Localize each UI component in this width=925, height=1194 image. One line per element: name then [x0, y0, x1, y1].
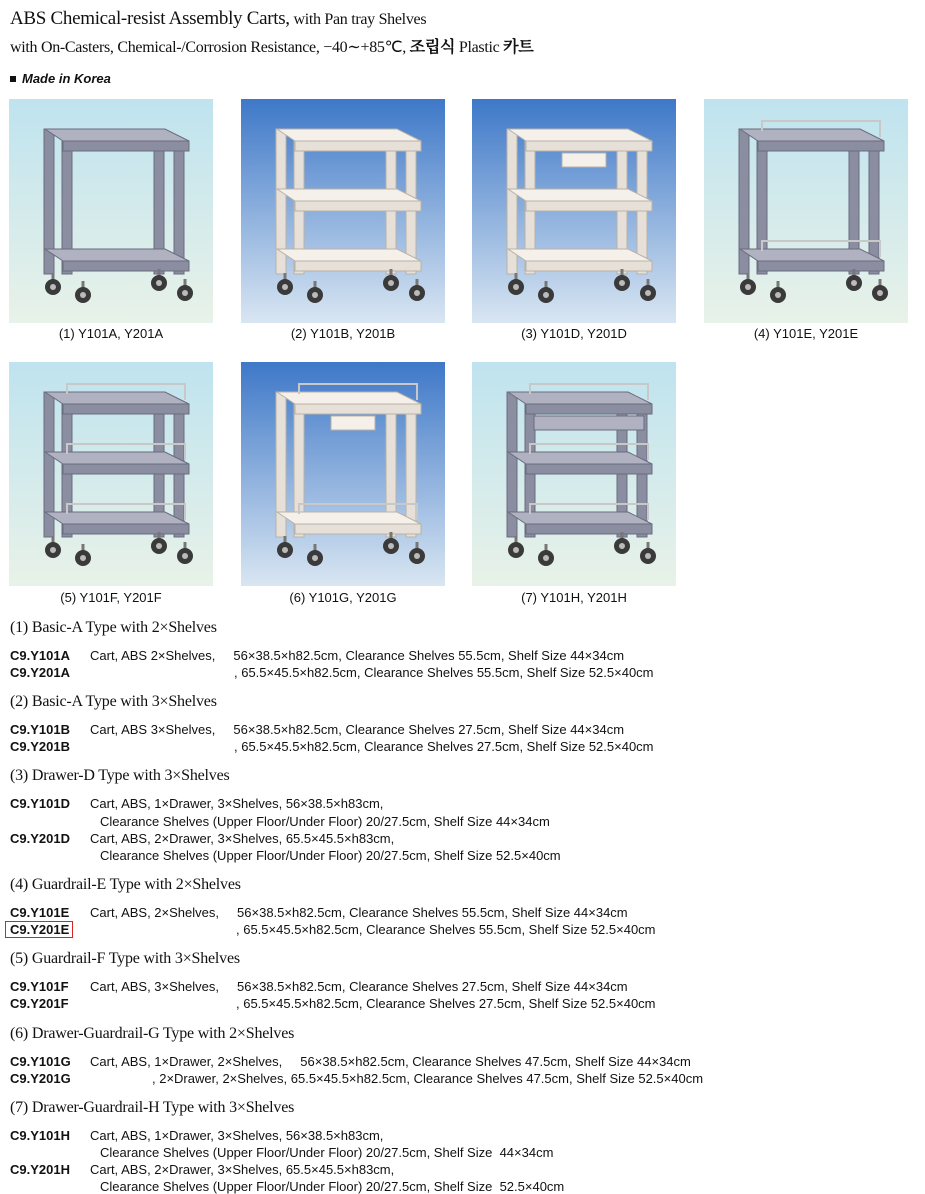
product-photo: [9, 362, 213, 586]
product-photo: [704, 99, 908, 323]
caster-hub: [50, 284, 56, 290]
shelf-lip: [63, 524, 189, 534]
shelf-top: [508, 249, 652, 261]
drawer: [331, 416, 375, 430]
caster-hub: [282, 284, 288, 290]
section-heading: (7) Drawer-Guardrail-H Type with 3×Shelves: [10, 1099, 295, 1116]
spec-text: Cart, ABS 2×Shelves, 56×38.5×h82.5cm, Clearance Shelves 55.5cm, Shelf Size 44×34cm: [90, 648, 625, 663]
bullet-square-icon: [10, 76, 16, 82]
spec-text: , 65.5×45.5×h82.5cm, Clearance Shelves 27.5cm, Shelf Size 52.5×40cm: [236, 996, 656, 1011]
photo-caption: (4) Y101E, Y201E: [753, 326, 859, 341]
caster-hub: [877, 290, 883, 296]
shelf-lip: [526, 524, 652, 534]
section-heading: (5) Guardrail-F Type with 3×Shelves: [10, 950, 240, 967]
made-in-text: Made in Korea: [22, 71, 111, 86]
caster-hub: [156, 280, 162, 286]
product-photo: [241, 362, 445, 586]
cart-image: [241, 99, 445, 323]
section-heading: (4) Guardrail-E Type with 2×Shelves: [10, 876, 241, 893]
section-heading: (6) Drawer-Guardrail-G Type with 2×Shelves: [10, 1025, 295, 1042]
spec-text: Cart, ABS, 2×Drawer, 3×Shelves, 65.5×45.5×h83cm,: [90, 1162, 395, 1177]
caster-hub: [745, 284, 751, 290]
product-photo: [9, 99, 213, 323]
shelf-lip: [526, 404, 652, 414]
product-code: C9.Y101H: [10, 1128, 70, 1143]
spec-text: Cart, ABS, 2×Shelves, 56×38.5×h82.5cm, Clearance Shelves 55.5cm, Shelf Size 44×34cm: [90, 905, 628, 920]
shelf-top: [45, 249, 189, 261]
title-main: ABS Chemical-resist Assembly Carts,: [10, 8, 290, 29]
cart-image: [472, 99, 676, 323]
shelf-lip: [526, 464, 652, 474]
caster-hub: [312, 555, 318, 561]
shelf-lip: [295, 201, 421, 211]
caster-hub: [80, 555, 86, 561]
product-code: C9.Y101F: [10, 979, 69, 994]
product-code: C9.Y101B: [10, 722, 70, 737]
photo-caption: (6) Y101G, Y201G: [289, 590, 397, 605]
spec-text: Clearance Shelves (Upper Floor/Under Floor) 20/27.5cm, Shelf Size 44×34cm: [100, 1145, 554, 1160]
subtitle-part-d: 카트: [503, 37, 534, 56]
shelf-lip: [63, 464, 189, 474]
photo-caption: (5) Y101F, Y201F: [60, 590, 162, 605]
section-heading: (1) Basic-A Type with 2×Shelves: [10, 619, 217, 636]
caster-hub: [156, 543, 162, 549]
shelf-top: [277, 249, 421, 261]
shelf-lip: [295, 404, 421, 414]
product-photo: [472, 99, 676, 323]
drawer: [562, 153, 606, 167]
product-code: C9.Y201F: [10, 996, 69, 1011]
caster-hub: [182, 553, 188, 559]
shelf-lip: [526, 201, 652, 211]
cart-image: [9, 99, 213, 323]
cart-image: [241, 362, 445, 586]
caster-hub: [182, 290, 188, 296]
shelf-lip: [758, 261, 884, 271]
caster-hub: [312, 292, 318, 298]
shelf-lip: [526, 261, 652, 271]
photo-caption: (7) Y101H, Y201H: [521, 590, 627, 605]
spec-text: Cart, ABS 3×Shelves, 56×38.5×h82.5cm, Clearance Shelves 27.5cm, Shelf Size 44×34cm: [90, 722, 625, 737]
caster-hub: [619, 280, 625, 286]
cart-image: [472, 362, 676, 586]
shelf-top: [277, 129, 421, 141]
product-photo: [472, 362, 676, 586]
caster-hub: [543, 292, 549, 298]
shelf-lip: [63, 141, 189, 151]
caster-hub: [851, 280, 857, 286]
section-heading: (2) Basic-A Type with 3×Shelves: [10, 693, 217, 710]
shelf-top: [277, 189, 421, 201]
photo-caption: (2) Y101B, Y201B: [290, 326, 396, 341]
product-code: C9.Y101G: [10, 1054, 71, 1069]
product-code: C9.Y201G: [10, 1071, 71, 1086]
title-tail: with Pan tray Shelves: [289, 11, 427, 28]
spec-text: Clearance Shelves (Upper Floor/Under Floor) 20/27.5cm, Shelf Size 52.5×40cm: [100, 848, 561, 863]
caster-hub: [388, 280, 394, 286]
caster-hub: [282, 547, 288, 553]
subtitle-part-c: Plastic: [455, 39, 504, 56]
shelf-lip: [295, 524, 421, 534]
spec-text: Cart, ABS, 1×Drawer, 2×Shelves, 56×38.5×h82.5cm, Clearance Shelves 47.5cm, Shelf Size 44×34cm: [90, 1054, 691, 1069]
shelf-lip: [758, 141, 884, 151]
spec-text: Cart, ABS, 2×Drawer, 3×Shelves, 65.5×45.5×h83cm,: [90, 831, 395, 846]
shelf-top: [508, 129, 652, 141]
spec-text: Cart, ABS, 1×Drawer, 3×Shelves, 56×38.5×h83cm,: [90, 1128, 384, 1143]
shelf-top: [45, 129, 189, 141]
spec-text: , 65.5×45.5×h82.5cm, Clearance Shelves 27.5cm, Shelf Size 52.5×40cm: [234, 739, 654, 754]
drawer: [534, 416, 644, 430]
cart-image: [704, 99, 908, 323]
caster-hub: [513, 284, 519, 290]
subtitle-part-a: with On-Casters, Chemical-/Corrosion Resistance, −40∼+85℃,: [10, 39, 410, 56]
page-subtitle: [10, 34, 533, 58]
caster-hub: [513, 547, 519, 553]
shelf-lip: [295, 261, 421, 271]
spec-text: , 65.5×45.5×h82.5cm, Clearance Shelves 55.5cm, Shelf Size 52.5×40cm: [236, 922, 656, 937]
caster-hub: [50, 547, 56, 553]
caster-hub: [645, 553, 651, 559]
page-title: [10, 8, 426, 30]
subtitle-part-b: 조립식: [409, 37, 456, 56]
caster-hub: [645, 290, 651, 296]
spec-text: Cart, ABS, 3×Shelves, 56×38.5×h82.5cm, Clearance Shelves 27.5cm, Shelf Size 44×34cm: [90, 979, 628, 994]
spec-text: Cart, ABS, 1×Drawer, 3×Shelves, 56×38.5×h83cm,: [90, 796, 384, 811]
spec-text: , 65.5×45.5×h82.5cm, Clearance Shelves 55.5cm, Shelf Size 52.5×40cm: [234, 665, 654, 680]
shelf-lip: [526, 141, 652, 151]
product-code: C9.Y101A: [10, 648, 70, 663]
caster-hub: [775, 292, 781, 298]
product-code: C9.Y201D: [10, 831, 70, 846]
shelf-top: [508, 189, 652, 201]
product-code: C9.Y201B: [10, 739, 70, 754]
caster-hub: [543, 555, 549, 561]
made-in-label: [10, 71, 111, 86]
product-photo: [241, 99, 445, 323]
product-code: C9.Y201H: [10, 1162, 70, 1177]
photo-caption: (1) Y101A, Y201A: [58, 326, 164, 341]
shelf-lip: [63, 261, 189, 271]
shelf-lip: [63, 404, 189, 414]
shelf-lip: [295, 141, 421, 151]
section-heading: (3) Drawer-D Type with 3×Shelves: [10, 767, 230, 784]
caster-hub: [80, 292, 86, 298]
product-code: C9.Y101D: [10, 796, 70, 811]
caster-hub: [414, 290, 420, 296]
spec-text: Clearance Shelves (Upper Floor/Under Floor) 20/27.5cm, Shelf Size 52.5×40cm: [100, 1179, 565, 1194]
product-code-highlighted: C9.Y201E: [6, 922, 72, 937]
spec-text: , 2×Drawer, 2×Shelves, 65.5×45.5×h82.5cm, Clearance Shelves 47.5cm, Shelf Size 52.5×40cm: [152, 1071, 704, 1086]
product-code: C9.Y201A: [10, 665, 70, 680]
caster-hub: [414, 553, 420, 559]
caster-hub: [619, 543, 625, 549]
cart-image: [9, 362, 213, 586]
spec-text: Clearance Shelves (Upper Floor/Under Floor) 20/27.5cm, Shelf Size 44×34cm: [100, 814, 550, 829]
caster-hub: [388, 543, 394, 549]
photo-caption: (3) Y101D, Y201D: [521, 326, 627, 341]
product-code: C9.Y101E: [10, 905, 70, 920]
